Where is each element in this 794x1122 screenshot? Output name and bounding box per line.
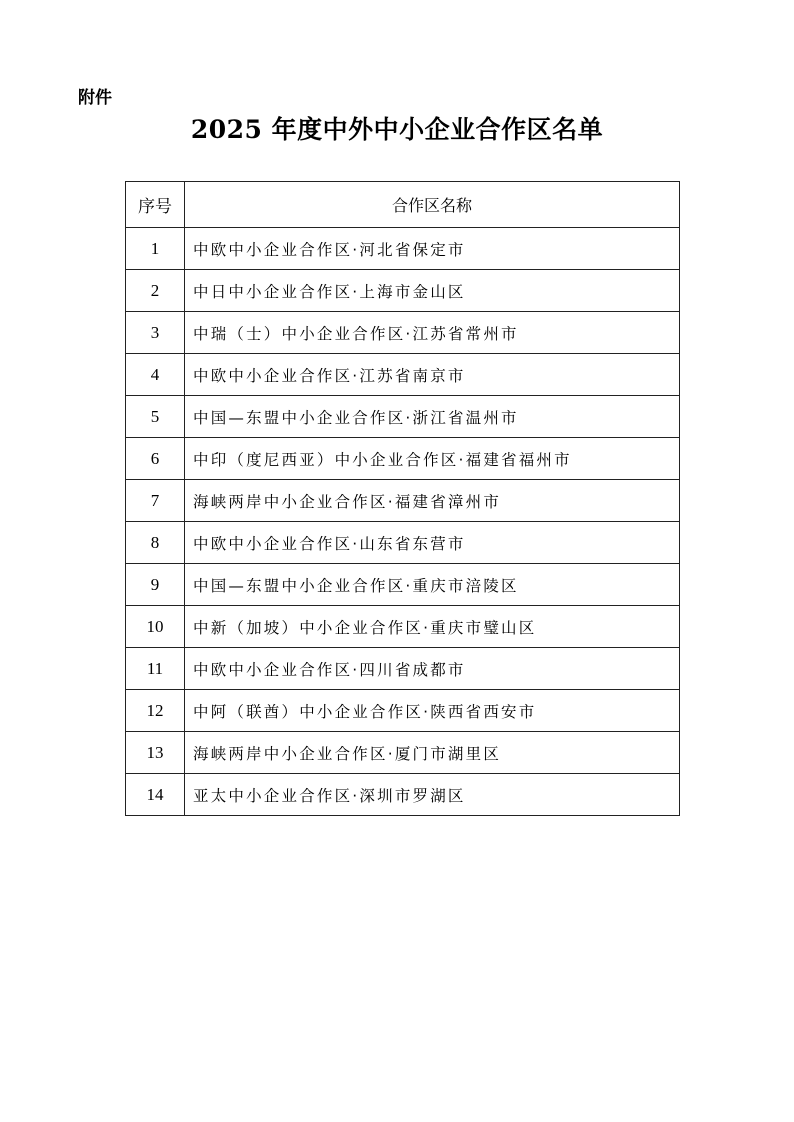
zone-name: 中欧中小企业合作区·四川省成都市: [185, 648, 680, 690]
row-number: 12: [126, 690, 185, 732]
zone-name: 中欧中小企业合作区·江苏省南京市: [185, 354, 680, 396]
table-row: [126, 480, 680, 522]
row-number: 1: [126, 228, 185, 270]
cooperation-zone-table: [125, 181, 680, 816]
zone-name: 海峡两岸中小企业合作区·福建省漳州市: [185, 480, 680, 522]
table-row: [126, 564, 680, 606]
row-number: 10: [126, 606, 185, 648]
table-row: [126, 522, 680, 564]
attachment-label: 附件: [78, 88, 112, 108]
row-number: 2: [126, 270, 185, 312]
zone-name: 海峡两岸中小企业合作区·厦门市湖里区: [185, 732, 680, 774]
zone-name: 中阿（联酋）中小企业合作区·陕西省西安市: [185, 690, 680, 732]
zone-name: 亚太中小企业合作区·深圳市罗湖区: [185, 774, 680, 816]
zone-name: 中印（度尼西亚）中小企业合作区·福建省福州市: [185, 438, 680, 480]
table-row: [126, 438, 680, 480]
table-row: [126, 648, 680, 690]
header-serial-number: 序号: [126, 182, 185, 228]
table-row: [126, 606, 680, 648]
zone-name: 中新（加坡）中小企业合作区·重庆市璧山区: [185, 606, 680, 648]
page-title: 2025 年度中外中小企业合作区名单: [190, 115, 604, 144]
table-row: [126, 774, 680, 816]
table-row: [126, 354, 680, 396]
zone-name: 中国—东盟中小企业合作区·浙江省温州市: [185, 396, 680, 438]
header-zone-name: 合作区名称: [185, 182, 680, 228]
table-row: [126, 270, 680, 312]
zone-name: 中欧中小企业合作区·山东省东营市: [185, 522, 680, 564]
row-number: 11: [126, 648, 185, 690]
row-number: 8: [126, 522, 185, 564]
row-number: 9: [126, 564, 185, 606]
table-row: [126, 396, 680, 438]
zone-name: 中国—东盟中小企业合作区·重庆市涪陵区: [185, 564, 680, 606]
table-row: [126, 228, 680, 270]
row-number: 7: [126, 480, 185, 522]
table-header-row: [126, 182, 680, 228]
row-number: 4: [126, 354, 185, 396]
zone-name: 中瑞（士）中小企业合作区·江苏省常州市: [185, 312, 680, 354]
row-number: 13: [126, 732, 185, 774]
row-number: 3: [126, 312, 185, 354]
table-row: [126, 732, 680, 774]
row-number: 14: [126, 774, 185, 816]
row-number: 5: [126, 396, 185, 438]
zone-name: 中日中小企业合作区·上海市金山区: [185, 270, 680, 312]
zone-name: 中欧中小企业合作区·河北省保定市: [185, 228, 680, 270]
row-number: 6: [126, 438, 185, 480]
table-row: [126, 690, 680, 732]
table-row: [126, 312, 680, 354]
